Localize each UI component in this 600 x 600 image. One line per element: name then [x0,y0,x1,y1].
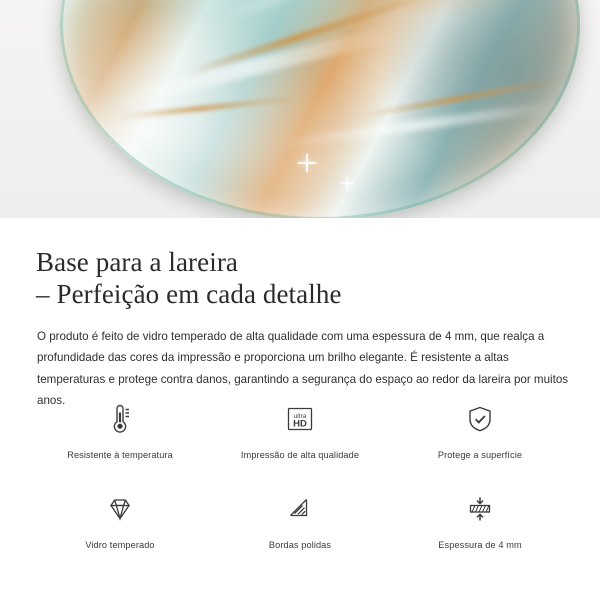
page-title-line-2: – Perfeição em cada detalhe [36,279,342,310]
feature-grid [30,398,570,560]
feature-item-thickness [390,488,570,560]
description-paragraph: O produto é feito de vidro temperado de alta qualidade com uma espessura de 4 mm, que realça a profundidade das cores da impressão e proporciona um brilho elegante. É resistente a altas temperaturas e protege contra danos, garantindo a segurança do espaço ao redor da lareira por muitos anos. [37,329,569,408]
feature-label: Protege a superfície [437,450,523,460]
feature-label: Impressão de alta qualidade [240,450,360,460]
feature-label: Bordas polidas [268,540,332,550]
thickness-icon [460,488,500,530]
page-title-line-1: Base para a lareira [36,247,239,278]
polished-edges-icon [280,488,320,530]
feature-item-temperature [30,398,210,470]
feature-item-surface-protection [390,398,570,470]
ink-streak [220,0,540,25]
feature-item-tempered-glass [30,488,210,560]
diamond-icon [100,488,140,530]
gold-streak [120,96,300,120]
feature-label: Resistente à temperatura [67,450,173,460]
page-title [36,246,576,310]
gold-streak [185,0,434,77]
feature-item-print-quality [210,398,390,470]
ink-streak [103,24,398,112]
shield-check-icon [460,398,500,440]
feature-item-polished-edges [210,488,390,560]
ink-streak [281,101,560,150]
feature-label: Vidro temperado [85,540,155,550]
thermometer-icon [100,398,140,440]
feature-label: Espessura de 4 mm [438,540,522,550]
svg-text:ultra: ultra [293,413,307,420]
gold-streak [361,77,569,118]
hero-image [0,0,600,218]
svg-text:HD: HD [293,418,307,430]
ultra-hd-icon [280,398,320,440]
